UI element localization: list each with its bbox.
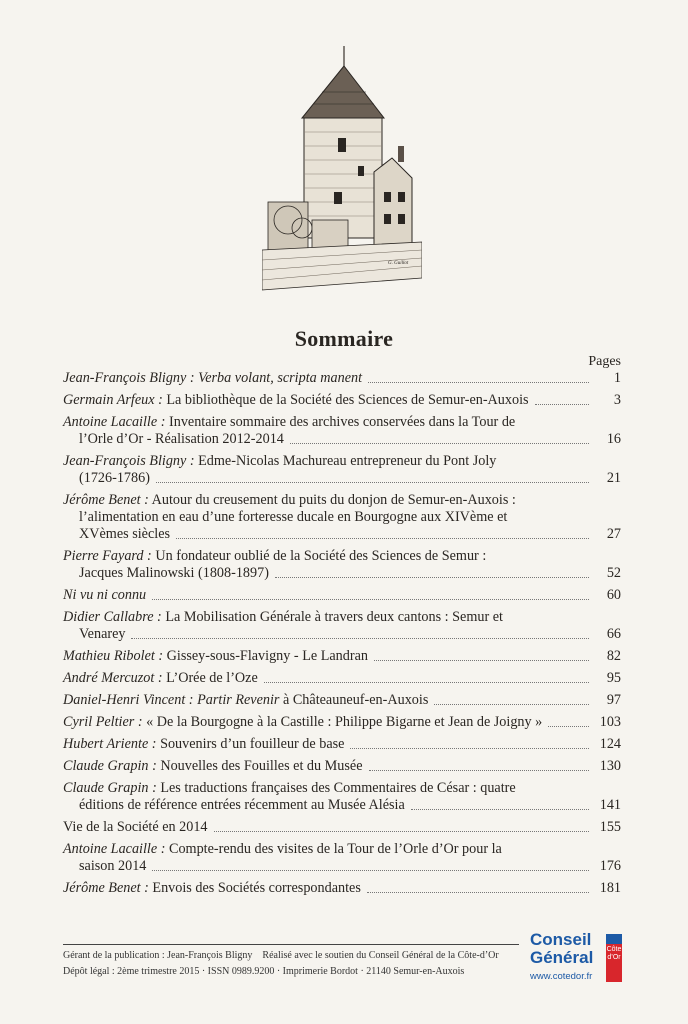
toc-title-last-line xyxy=(63,587,146,604)
toc-leader-dots xyxy=(548,726,589,727)
toc-entry[interactable] xyxy=(63,736,621,753)
toc-page-number: 181 xyxy=(599,880,621,896)
pages-column-header: Pages xyxy=(588,354,621,369)
toc-title-last-line xyxy=(63,736,344,753)
toc-title-text: Ni vu ni connu xyxy=(63,587,147,603)
toc-title-line xyxy=(63,609,621,626)
toc-leader-dots xyxy=(131,638,589,639)
toc-entry[interactable] xyxy=(63,714,621,731)
logo-word-general: Général xyxy=(530,948,594,967)
toc-leader-dots xyxy=(290,443,589,444)
toc-leader-dots xyxy=(367,892,589,893)
toc-title-text: La bibliothèque de la Société des Sciences de Semur-en-Auxois xyxy=(166,392,529,408)
toc-title-text: l’Orle d’Or - Réalisation 2012-2014 xyxy=(79,431,284,447)
footer-divider xyxy=(63,944,519,945)
toc-entry[interactable] xyxy=(63,392,621,409)
toc-title-line xyxy=(63,453,621,470)
toc-entry[interactable] xyxy=(63,548,621,582)
toc-title-last-line xyxy=(63,648,368,665)
toc-entry[interactable] xyxy=(63,670,621,687)
toc-leader-dots xyxy=(264,682,589,683)
toc-page-number: 82 xyxy=(606,648,621,664)
toc-page-number: 130 xyxy=(599,758,621,774)
toc-leader-dots xyxy=(214,831,589,832)
toc-title-last-line xyxy=(63,714,542,731)
footer-support: Réalisé avec le soutien du Conseil Général de la Côte-d’Or xyxy=(262,950,499,961)
toc-page-number: 97 xyxy=(606,692,621,708)
toc-title-text: Jacques Malinowski (1808-1897) xyxy=(79,565,269,581)
toc-page-number: 124 xyxy=(599,736,621,752)
toc-title-text: Venarey xyxy=(79,626,126,642)
toc-title-text: Edme-Nicolas Machureau entrepreneur du Pont Joly xyxy=(198,453,497,469)
toc-page-number: 27 xyxy=(606,526,621,542)
toc-author: Claude Grapin : xyxy=(63,780,157,796)
toc-page-number: 16 xyxy=(606,431,621,447)
toc-author: Antoine Lacaille : xyxy=(63,841,166,857)
conseil-general-logo[interactable] xyxy=(530,930,626,990)
toc-author: Jérôme Benet : xyxy=(63,880,149,896)
badge-text: Côte d’Or xyxy=(606,946,622,961)
toc-page-number: 176 xyxy=(599,858,621,874)
toc-author: André Mercuzot : xyxy=(63,670,163,686)
toc-title-line xyxy=(63,548,621,565)
toc-title-text: Gissey-sous-Flavigny - Le Landran xyxy=(166,648,368,664)
toc-title-last-line xyxy=(63,670,258,687)
toc-title-text: saison 2014 xyxy=(79,858,147,874)
toc-title-text: l’alimentation en eau d’une forteresse ducale en Bourgogne aux XIVème et xyxy=(79,509,508,525)
toc-title-last-line xyxy=(79,797,405,814)
illustration-signature: G. Guillot xyxy=(388,261,409,266)
toc-page-number: 155 xyxy=(599,819,621,835)
toc-leader-dots xyxy=(374,660,589,661)
footer-credits xyxy=(63,950,499,961)
toc-leader-dots xyxy=(411,809,589,810)
toc-leader-dots xyxy=(535,404,589,405)
toc-title-last-line xyxy=(79,626,125,643)
toc-title-text: Inventaire sommaire des archives conservées dans la Tour de xyxy=(169,414,516,430)
cote-dor-badge xyxy=(606,934,622,982)
toc-page-number: 141 xyxy=(599,797,621,813)
toc-title-italic: Partir Revenir xyxy=(197,692,280,708)
logo-url-link[interactable]: www.cotedor.fr xyxy=(530,971,593,982)
toc-title-last-line xyxy=(63,758,363,775)
toc-leader-dots xyxy=(369,770,590,771)
toc-title-text: Souvenirs d’un fouilleur de base xyxy=(160,736,345,752)
toc-entry[interactable] xyxy=(63,414,621,448)
toc-author: Jérôme Benet : xyxy=(63,492,149,508)
toc-author: Antoine Lacaille : xyxy=(63,414,166,430)
toc-leader-dots xyxy=(156,482,589,483)
toc-author: Germain Arfeux : xyxy=(63,392,163,408)
toc-title-last-line xyxy=(79,858,146,875)
toc-author: Didier Callabre : xyxy=(63,609,162,625)
toc-leader-dots xyxy=(350,748,589,749)
toc-title-last-line xyxy=(63,692,428,709)
toc-entry[interactable] xyxy=(63,370,621,387)
toc-entry[interactable] xyxy=(63,780,621,814)
toc-title-text: XVèmes siècles xyxy=(79,526,171,542)
toc-entry[interactable] xyxy=(63,609,621,643)
toc-author: Jean-François Bligny : xyxy=(63,453,195,469)
toc-leader-dots xyxy=(176,538,589,539)
toc-leader-dots xyxy=(434,704,589,705)
toc-title-text: L’Orée de l’Oze xyxy=(166,670,258,686)
toc-title-last-line xyxy=(63,370,362,387)
toc-entry[interactable] xyxy=(63,758,621,775)
toc-leader-dots xyxy=(152,870,589,871)
toc-title-text: Verba volant, scripta manent xyxy=(198,370,363,386)
toc-page-number: 95 xyxy=(606,670,621,686)
toc-leader-dots xyxy=(152,599,589,600)
toc-author: Jean-François Bligny : xyxy=(63,370,195,386)
table-of-contents xyxy=(63,370,621,902)
toc-title-last-line xyxy=(79,565,269,582)
toc-title-line xyxy=(63,492,621,509)
toc-leader-dots xyxy=(368,382,589,383)
toc-title-text: Nouvelles des Fouilles et du Musée xyxy=(160,758,363,774)
toc-page-number: 52 xyxy=(606,565,621,581)
toc-author: Daniel-Henri Vincent : xyxy=(63,692,194,708)
toc-title-last-line xyxy=(79,431,284,448)
toc-page-number: 21 xyxy=(606,470,621,486)
toc-entry[interactable] xyxy=(63,841,621,875)
toc-title-text: « De la Bourgogne à la Castille : Philippe Bigarne et Jean de Joigny » xyxy=(146,714,543,730)
toc-title-line xyxy=(63,509,621,526)
toc-title-text: Envois des Sociétés correspondantes xyxy=(152,880,361,896)
toc-title-text: Les traductions françaises des Commentaires de César : quatre xyxy=(160,780,516,796)
toc-title-text: Un fondateur oublié de la Société des Sciences de Semur : xyxy=(155,548,487,564)
tower-illustration xyxy=(262,42,422,300)
toc-title-text: Vie de la Société en 2014 xyxy=(63,819,208,835)
toc-page-number: 1 xyxy=(613,370,621,386)
toc-entry[interactable] xyxy=(63,692,621,709)
toc-title-last-line xyxy=(79,526,170,543)
toc-title-text: éditions de référence entrées récemment au Musée Alésia xyxy=(79,797,405,813)
toc-entry[interactable] xyxy=(63,453,621,487)
toc-title-last-line xyxy=(63,819,208,836)
toc-author: Hubert Ariente : xyxy=(63,736,157,752)
toc-page-number: 3 xyxy=(613,392,621,408)
toc-author: Cyril Peltier : xyxy=(63,714,143,730)
footer-legal: Dépôt légal : 2ème trimestre 2015 · ISSN 0989.9200 · Imprimerie Bordot · 21140 Semur-en-Auxois xyxy=(63,966,465,977)
toc-title-text: Compte-rendu des visites de la Tour de l’Orle d’Or pour la xyxy=(169,841,502,857)
toc-page-number: 66 xyxy=(606,626,621,642)
footer-publisher: Gérant de la publication : Jean-François Bligny xyxy=(63,950,253,961)
toc-author: Pierre Fayard : xyxy=(63,548,152,564)
page-title: Sommaire xyxy=(294,326,394,351)
toc-title-text: La Mobilisation Générale à travers deux cantons : Semur et xyxy=(165,609,503,625)
toc-title-last-line xyxy=(79,470,150,487)
toc-entry[interactable] xyxy=(63,587,621,604)
toc-entry[interactable] xyxy=(63,492,621,543)
toc-leader-dots xyxy=(275,577,589,578)
toc-title-line xyxy=(63,780,621,797)
toc-title-text: (1726-1786) xyxy=(79,470,150,486)
toc-title-last-line xyxy=(63,392,529,409)
toc-title-text: à Châteauneuf-en-Auxois xyxy=(279,692,429,708)
toc-title-line xyxy=(63,414,621,431)
toc-author: Claude Grapin : xyxy=(63,758,157,774)
toc-entry[interactable] xyxy=(63,880,621,897)
toc-page-number: 60 xyxy=(606,587,621,603)
toc-title-line xyxy=(63,841,621,858)
toc-entry[interactable] xyxy=(63,819,621,836)
toc-entry[interactable] xyxy=(63,648,621,665)
toc-author: Mathieu Ribolet : xyxy=(63,648,164,664)
toc-title-text: Autour du creusement du puits du donjon de Semur-en-Auxois : xyxy=(151,492,516,508)
logo-word-conseil: Conseil xyxy=(530,930,592,949)
toc-page-number: 103 xyxy=(599,714,621,730)
toc-title-last-line xyxy=(63,880,361,897)
